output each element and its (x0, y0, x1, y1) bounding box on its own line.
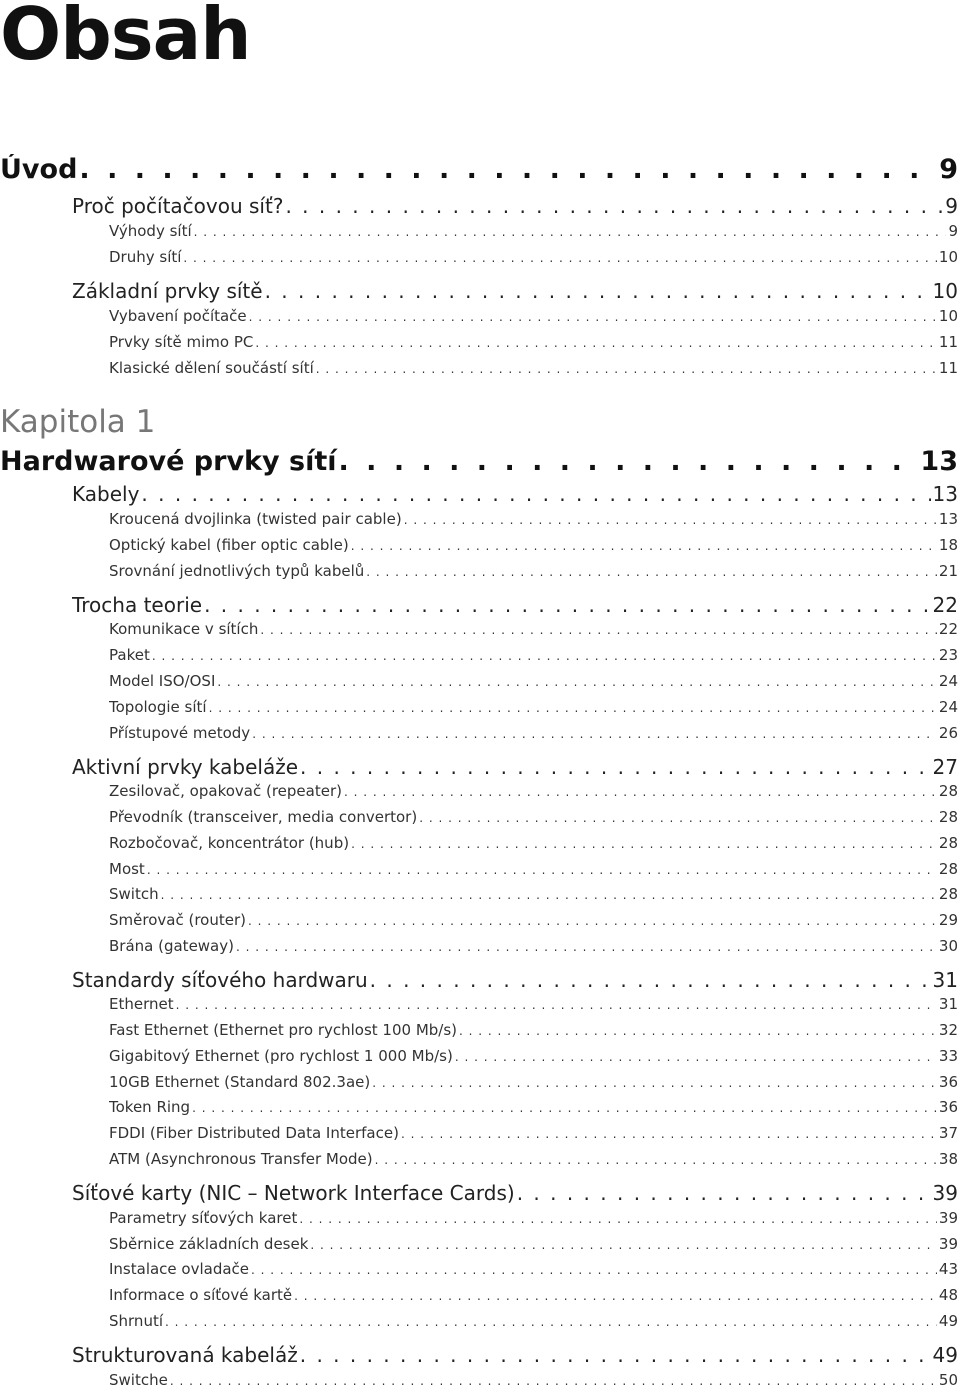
toc-entry-title: Úvod (0, 154, 78, 185)
toc-subsection-entry[interactable] (109, 1098, 958, 1122)
dot-leader (299, 1212, 937, 1226)
toc-subsection-entry[interactable] (109, 808, 958, 832)
toc-subsection-entry[interactable] (109, 333, 958, 357)
dot-leader (455, 1050, 937, 1064)
toc-entry-title: Přístupové metody (109, 724, 251, 742)
toc-page-number: 49 (938, 1312, 958, 1330)
toc-page-number: 22 (938, 620, 958, 638)
toc-entry-title: Parametry síťových karet (109, 1209, 298, 1227)
toc-entry-title: Zesilovač, opakovač (repeater) (109, 782, 342, 800)
toc-subsection-entry[interactable] (109, 1209, 958, 1233)
dot-leader (147, 863, 937, 877)
toc-page-number: 39 (938, 1209, 958, 1227)
toc-subsection-entry[interactable] (109, 1286, 958, 1310)
dot-leader (375, 1153, 937, 1167)
dot-leader (351, 837, 937, 851)
toc-subsection-entry[interactable] (109, 646, 958, 670)
toc-subsection-entry[interactable] (109, 885, 958, 909)
toc-subsection-entry[interactable] (109, 1073, 958, 1097)
toc-subsection-entry[interactable] (109, 222, 958, 246)
toc-entry-title: Trocha teorie (72, 593, 203, 617)
toc-page-number: 28 (938, 860, 958, 878)
dot-leader (236, 940, 937, 954)
dot-leader (165, 1315, 937, 1329)
dot-leader (366, 565, 937, 579)
dot-leader (248, 914, 937, 928)
toc-subsection-entry[interactable] (109, 834, 958, 858)
toc-section-entry[interactable] (72, 194, 958, 224)
dot-leader (517, 1181, 931, 1205)
toc-page-number: 28 (938, 885, 958, 903)
toc-page-number: 33 (938, 1047, 958, 1065)
toc-entry-title: Optický kabel (fiber optic cable) (109, 536, 349, 554)
dot-leader (170, 1374, 937, 1388)
toc-entry-title: FDDI (Fiber Distributed Data Interface) (109, 1124, 399, 1142)
dot-leader (310, 1238, 937, 1252)
toc-page-number: 49 (932, 1343, 958, 1367)
toc-page-number: 13 (938, 510, 958, 528)
toc-page-number: 24 (938, 698, 958, 716)
toc-entry-title: Switche (109, 1371, 168, 1389)
toc-subsection-entry[interactable] (109, 536, 958, 560)
toc-part-entry[interactable] (0, 446, 958, 484)
toc-section-entry[interactable] (72, 755, 958, 785)
toc-page-number: 31 (932, 968, 958, 992)
toc-entry-title: Shrnutí (109, 1312, 163, 1330)
dot-leader (316, 362, 937, 376)
toc-entry-title: Klasické dělení součástí sítí (109, 359, 314, 377)
toc-page-number: 39 (938, 1235, 958, 1253)
dot-leader (419, 811, 937, 825)
toc-subsection-entry[interactable] (109, 510, 958, 534)
toc-entry-title: Proč počítačovou síť? (72, 194, 284, 218)
toc-subsection-entry[interactable] (109, 782, 958, 806)
toc-page-number: 9 (948, 222, 958, 240)
toc-entry-title: Switch (109, 885, 159, 903)
toc-page-number: 27 (932, 755, 958, 779)
toc-entry-title: Topologie sítí (109, 698, 207, 716)
toc-subsection-entry[interactable] (109, 1312, 958, 1336)
toc-page-number: 23 (938, 646, 958, 664)
toc-entry-title: Aktivní prvky kabeláže (72, 755, 299, 779)
toc-page-number: 18 (938, 536, 958, 554)
chapter-label: Kapitola 1 (0, 404, 156, 440)
toc-subsection-entry[interactable] (109, 562, 958, 586)
toc-section-entry[interactable] (72, 968, 958, 998)
toc-page-number: 28 (938, 834, 958, 852)
toc-page-number: 22 (932, 593, 958, 617)
page-title: Obsah (0, 0, 251, 76)
dot-leader (183, 251, 936, 265)
toc-page-number: 43 (938, 1260, 958, 1278)
toc-entry-title: Token Ring (109, 1098, 191, 1116)
toc-entry-title: Informace o síťové kartě (109, 1286, 293, 1304)
toc-entry-title: Síťové karty (NIC – Network Interface Cards) (72, 1181, 515, 1205)
toc-entry-title: Druhy sítí (109, 248, 182, 266)
dot-leader (152, 649, 937, 663)
dot-leader (300, 755, 931, 779)
toc-entry-title: Fast Ethernet (Ethernet pro rychlost 100 Mb/s) (109, 1021, 458, 1039)
toc-subsection-entry[interactable] (109, 620, 958, 644)
toc-page-number: 30 (938, 937, 958, 955)
toc-section-entry[interactable] (72, 1343, 958, 1373)
toc-entry-title: Hardwarové prvky sítí (0, 446, 337, 477)
dot-leader (79, 154, 937, 185)
toc-subsection-entry[interactable] (109, 1371, 958, 1395)
toc-page-number: 10 (938, 248, 958, 266)
toc-page-number: 10 (938, 307, 958, 325)
toc-subsection-entry[interactable] (109, 248, 958, 272)
toc-subsection-entry[interactable] (109, 1150, 958, 1174)
toc-page-number: 21 (938, 562, 958, 580)
toc-entry-title: Gigabitový Ethernet (pro rychlost 1 000 Mb/s) (109, 1047, 453, 1065)
toc-subsection-entry[interactable] (109, 995, 958, 1019)
dot-leader (204, 593, 930, 617)
toc-entry-title: Most (109, 860, 145, 878)
toc-entry-title: Srovnání jednotlivých typů kabelů (109, 562, 365, 580)
toc-entry-title: Vybavení počítače (109, 307, 247, 325)
toc-entry-title: Model ISO/OSI (109, 672, 216, 690)
toc-subsection-entry[interactable] (109, 1260, 958, 1284)
toc-subsection-entry[interactable] (109, 307, 958, 331)
toc-subsection-entry[interactable] (109, 911, 958, 935)
dot-leader (251, 1263, 937, 1277)
dot-leader (300, 1343, 931, 1367)
dot-leader (141, 482, 930, 506)
toc-page-number: 37 (938, 1124, 958, 1142)
toc-page-number: 39 (932, 1181, 958, 1205)
dot-leader (176, 998, 937, 1012)
toc-page-number: 26 (938, 724, 958, 742)
dot-leader (351, 539, 937, 553)
dot-leader (401, 1127, 937, 1141)
toc-section-entry[interactable] (72, 279, 958, 309)
toc-page-number: 10 (932, 279, 958, 303)
toc-page-number: 9 (939, 154, 958, 185)
toc-entry-title: 10GB Ethernet (Standard 802.3ae) (109, 1073, 371, 1091)
toc-entry-title: Prvky sítě mimo PC (109, 333, 254, 351)
toc-page-number: 36 (938, 1098, 958, 1116)
dot-leader (217, 675, 937, 689)
toc-part-entry[interactable] (0, 154, 958, 192)
toc-page-number: 28 (938, 782, 958, 800)
toc-page-number: 38 (938, 1150, 958, 1168)
toc-page-number: 50 (938, 1371, 958, 1389)
toc-section-entry[interactable] (72, 593, 958, 623)
toc-page-number: 13 (920, 446, 958, 477)
toc-subsection-entry[interactable] (109, 860, 958, 884)
toc-entry-title: Ethernet (109, 995, 174, 1013)
toc-page-number: 11 (938, 333, 958, 351)
toc-subsection-entry[interactable] (109, 937, 958, 961)
toc-page-number: 9 (945, 194, 958, 218)
toc-page-number: 29 (938, 911, 958, 929)
toc-page-number: 48 (938, 1286, 958, 1304)
toc-page-number: 31 (938, 995, 958, 1013)
toc-entry-title: Strukturovaná kabeláž (72, 1343, 298, 1367)
dot-leader (252, 727, 937, 741)
toc-entry-title: Sběrnice základních desek (109, 1235, 309, 1253)
toc-subsection-entry[interactable] (109, 724, 958, 748)
toc-entry-title: ATM (Asynchronous Transfer Mode) (109, 1150, 373, 1168)
dot-leader (161, 888, 937, 902)
dot-leader (372, 1076, 937, 1090)
dot-leader (370, 968, 931, 992)
toc-section-entry[interactable] (72, 1181, 958, 1211)
toc-page-number: 28 (938, 808, 958, 826)
toc-entry-title: Brána (gateway) (109, 937, 234, 955)
dot-leader (404, 513, 937, 527)
toc-entry-title: Paket (109, 646, 150, 664)
dot-leader (265, 279, 931, 303)
toc-subsection-entry[interactable] (109, 1021, 958, 1045)
toc-entry-title: Rozbočovač, koncentrátor (hub) (109, 834, 350, 852)
toc-page-number: 36 (938, 1073, 958, 1091)
toc-subsection-entry[interactable] (109, 1124, 958, 1148)
dot-leader (459, 1024, 937, 1038)
toc-page-number: 13 (932, 482, 958, 506)
toc-page-number: 11 (938, 359, 958, 377)
toc-page-number: 24 (938, 672, 958, 690)
toc-entry-title: Základní prvky sítě (72, 279, 263, 303)
dot-leader (344, 785, 937, 799)
dot-leader (194, 225, 947, 239)
toc-subsection-entry[interactable] (109, 672, 958, 696)
toc-entry-title: Komunikace v sítích (109, 620, 259, 638)
dot-leader (192, 1101, 937, 1115)
toc-entry-title: Výhody sítí (109, 222, 192, 240)
dot-leader (294, 1289, 937, 1303)
toc-subsection-entry[interactable] (109, 359, 958, 383)
dot-leader (260, 623, 937, 637)
toc-entry-title: Převodník (transceiver, media convertor) (109, 808, 418, 826)
dot-leader (249, 310, 937, 324)
toc-entry-title: Instalace ovladače (109, 1260, 250, 1278)
toc-subsection-entry[interactable] (109, 698, 958, 722)
toc-entry-title: Směrovač (router) (109, 911, 246, 929)
dot-leader (285, 194, 943, 218)
toc-entry-title: Standardy síťového hardwaru (72, 968, 368, 992)
toc-section-entry[interactable] (72, 482, 958, 512)
toc-entry-title: Kabely (72, 482, 140, 506)
toc-subsection-entry[interactable] (109, 1235, 958, 1259)
dot-leader (339, 446, 919, 477)
dot-leader (209, 701, 937, 715)
toc-subsection-entry[interactable] (109, 1047, 958, 1071)
dot-leader (255, 336, 937, 350)
toc-entry-title: Kroucená dvojlinka (twisted pair cable) (109, 510, 402, 528)
toc-page-number: 32 (938, 1021, 958, 1039)
